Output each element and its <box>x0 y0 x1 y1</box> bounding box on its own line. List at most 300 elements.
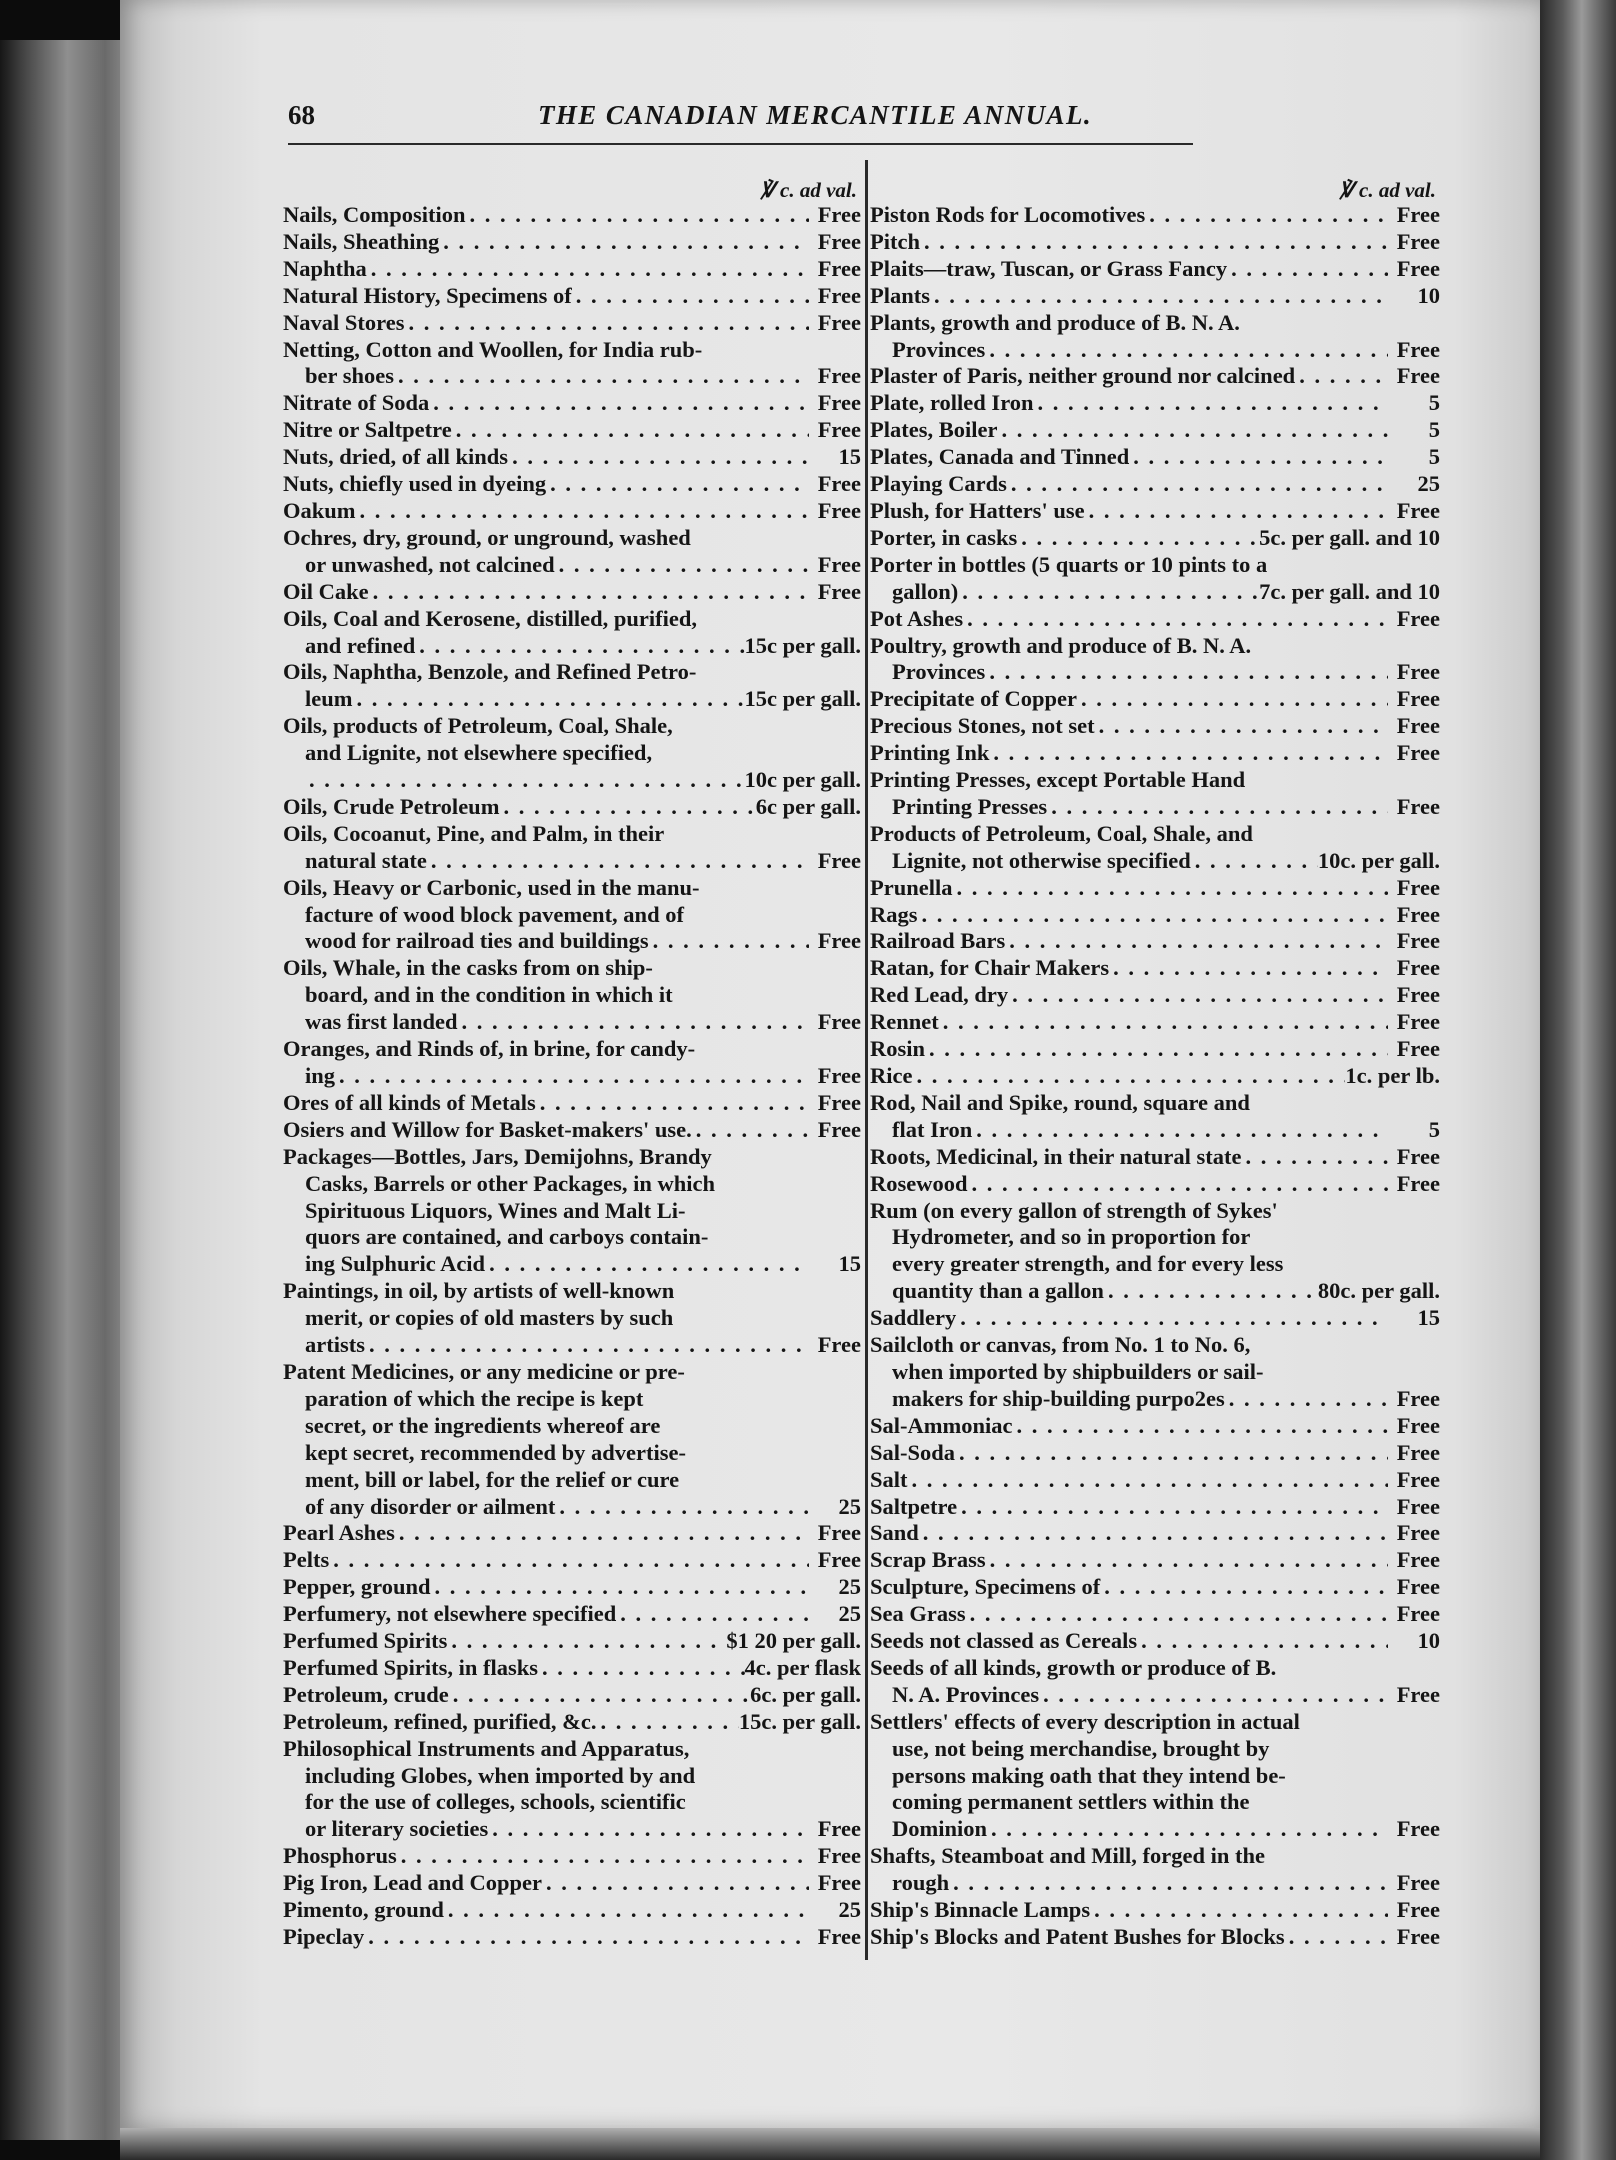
entry-line <box>870 552 1440 579</box>
entry-line <box>283 659 861 686</box>
entry-text: Oils, Cocoanut, Pine, and Palm, in their <box>283 820 665 846</box>
entry-text: Saddlery <box>870 1305 957 1331</box>
dot-leader <box>367 256 809 283</box>
tariff-entry <box>283 202 861 229</box>
entry-line <box>283 902 861 929</box>
entry-text: of any disorder or ailment <box>305 1493 556 1519</box>
entry-text: Products of Petroleum, Coal, Shale, and <box>870 820 1253 846</box>
entry-text: Naval Stores <box>283 309 405 335</box>
tariff-entry <box>870 471 1440 498</box>
entry-line <box>283 1870 861 1897</box>
dot-leader <box>1129 444 1388 471</box>
dot-leader <box>452 417 809 444</box>
entry-line <box>870 337 1440 364</box>
dot-leader <box>439 229 809 256</box>
entry-text: Oil Cake <box>283 578 369 604</box>
entry-text: wood for railroad ties and buildings <box>305 928 649 954</box>
duty-rate: 5 <box>1428 1116 1440 1142</box>
entry-text: Pig Iron, Lead and Copper <box>283 1870 543 1896</box>
entry-line <box>870 606 1440 633</box>
entry-text: Oranges, and Rinds of, in brine, for candy- <box>283 1036 696 1062</box>
entry-line <box>283 1278 861 1305</box>
entry-text: Printing Presses <box>892 793 1048 819</box>
entry-text: Oils, Crude Petroleum <box>283 793 500 819</box>
tariff-entry <box>870 1709 1440 1844</box>
duty-rate: Free <box>817 1089 861 1115</box>
entry-line <box>283 1036 861 1063</box>
duty-rate: Free <box>817 1009 861 1035</box>
tariff-entry <box>870 1467 1440 1494</box>
dot-leader <box>429 390 809 417</box>
dot-leader <box>536 1090 809 1117</box>
duty-rate: 5 <box>1428 417 1440 443</box>
dot-leader <box>555 552 809 579</box>
entry-line <box>870 310 1440 337</box>
column-heading: ℣ c. ad val. <box>1339 178 1436 202</box>
entry-text: Rum (on every gallon of strength of Sykes' <box>870 1197 1278 1223</box>
dot-leader <box>908 1467 1388 1494</box>
entry-text: Provinces <box>892 336 986 362</box>
entry-line <box>283 875 861 902</box>
tariff-entry <box>283 875 861 956</box>
entry-text: Paintings, in oil, by artists of well-known <box>283 1278 675 1304</box>
dot-leader <box>1077 686 1388 713</box>
duty-rate: Free <box>1396 1412 1440 1438</box>
duty-rate: 25 <box>838 1897 861 1923</box>
duty-rate: Free <box>1396 336 1440 362</box>
duty-rate: Free <box>1396 901 1440 927</box>
dot-leader <box>1095 713 1388 740</box>
duty-rate: 15 <box>838 1251 861 1277</box>
entry-text: Ship's Binnacle Lamps <box>870 1897 1091 1923</box>
tariff-entry <box>870 1574 1440 1601</box>
entry-list <box>870 202 1440 1951</box>
duty-rate: 15c per gall. <box>744 686 861 712</box>
entry-text: Sal-Soda <box>870 1439 956 1465</box>
entry-text: Pearl Ashes <box>283 1520 395 1546</box>
entry-text: board, and in the condition in which it <box>305 982 673 1008</box>
entry-line <box>870 1520 1440 1547</box>
tariff-entry <box>283 606 861 660</box>
entry-text: Scrap Brass <box>870 1547 986 1573</box>
duty-rate: 15 <box>838 444 861 470</box>
duty-rate: 25 <box>838 1601 861 1627</box>
entry-line <box>870 659 1440 686</box>
entry-line <box>283 283 861 310</box>
duty-rate: Free <box>1396 1924 1440 1949</box>
entry-line <box>283 1413 861 1440</box>
entry-line <box>870 1144 1440 1171</box>
tariff-entry <box>870 310 1440 364</box>
dot-leader <box>953 875 1389 902</box>
dot-leader <box>989 740 1388 767</box>
dot-leader <box>925 1036 1388 1063</box>
tariff-entry <box>283 1359 861 1520</box>
duty-rate: Free <box>1396 686 1440 712</box>
duty-rate: Free <box>1396 1816 1440 1842</box>
entry-text: leum <box>305 686 353 712</box>
duty-rate: Free <box>817 282 861 308</box>
tariff-entry <box>283 1924 861 1951</box>
tariff-entry <box>283 713 861 794</box>
entry-line <box>870 1870 1440 1897</box>
entry-line <box>870 1574 1440 1601</box>
duty-rate: 5 <box>1428 390 1440 416</box>
dot-leader <box>449 1682 750 1709</box>
entry-line <box>870 1736 1440 1763</box>
entry-line <box>870 633 1440 660</box>
entry-line <box>283 337 861 364</box>
tariff-entry <box>870 955 1440 982</box>
dot-leader <box>395 1520 809 1547</box>
dot-leader <box>572 283 809 310</box>
entry-line <box>870 1709 1440 1736</box>
entry-text: Sculpture, Specimens of <box>870 1574 1101 1600</box>
tariff-entry <box>283 1870 861 1897</box>
tariff-entry <box>283 794 861 821</box>
entry-line <box>870 390 1440 417</box>
entry-text: Plush, for Hatters' use <box>870 497 1085 523</box>
duty-rate: Free <box>1396 1439 1440 1465</box>
entry-text: use, not being merchandise, brought by <box>892 1735 1270 1761</box>
duty-rate: Free <box>1396 1170 1440 1196</box>
duty-rate: 25 <box>838 1574 861 1600</box>
dot-leader <box>466 202 809 229</box>
tariff-entry <box>870 1171 1440 1198</box>
entry-text: coming permanent settlers within the <box>892 1789 1250 1815</box>
entry-line <box>870 1305 1440 1332</box>
dot-leader <box>404 310 809 337</box>
dot-leader <box>431 1574 809 1601</box>
entry-text: persons making oath that they intend be- <box>892 1762 1286 1788</box>
entry-text: Rice <box>870 1063 913 1088</box>
entry-text: Osiers and Willow for Basket-makers' use. <box>283 1116 692 1142</box>
duty-rate: Free <box>817 497 861 523</box>
entry-text: Phosphorus <box>283 1843 397 1869</box>
entry-text: Plants <box>870 282 931 308</box>
dot-leader <box>1191 848 1318 875</box>
entry-text: when imported by shipbuilders or sail- <box>892 1358 1264 1384</box>
entry-line <box>283 1709 861 1736</box>
dot-leader <box>365 1332 809 1359</box>
tariff-entry <box>283 1278 861 1359</box>
tariff-entry <box>870 767 1440 821</box>
duty-rate: Free <box>817 1332 861 1358</box>
tariff-entry <box>870 390 1440 417</box>
tariff-entry <box>283 337 861 391</box>
tariff-entry <box>870 1843 1440 1897</box>
duty-rate: Free <box>1396 713 1440 739</box>
entry-line <box>870 579 1440 606</box>
tariff-entry <box>870 902 1440 929</box>
tariff-entry <box>870 1413 1440 1440</box>
entry-text: Pitch <box>870 228 920 254</box>
duty-rate: Free <box>817 578 861 604</box>
tariff-entry <box>870 498 1440 525</box>
page-number: 68 <box>288 100 315 130</box>
entry-text: Perfumed Spirits <box>283 1628 448 1654</box>
entry-line <box>870 1440 1440 1467</box>
tariff-entry <box>870 1144 1440 1171</box>
duty-rate: Free <box>817 847 861 873</box>
entry-text: Ship's Blocks and Patent Bushes for Blocks <box>870 1924 1285 1949</box>
entry-line <box>283 1090 861 1117</box>
tariff-entry <box>870 525 1440 552</box>
entry-text: Plaster of Paris, neither ground nor calcined <box>870 363 1296 389</box>
duty-rate: Free <box>1396 497 1440 523</box>
duty-rate: Free <box>1396 874 1440 900</box>
entry-text: Netting, Cotton and Woollen, for India rub- <box>283 336 703 362</box>
dot-leader <box>538 1655 745 1682</box>
dot-leader <box>458 1009 809 1036</box>
tariff-entry <box>870 1090 1440 1144</box>
entry-text: Salt <box>870 1466 908 1492</box>
entry-text: Rod, Nail and Spike, round, square and <box>870 1089 1250 1115</box>
entry-text: Provinces <box>892 659 986 685</box>
entry-line <box>283 1467 861 1494</box>
duty-rate: Free <box>817 390 861 416</box>
tariff-entry <box>283 1090 861 1117</box>
dot-leader <box>542 1870 809 1897</box>
entry-text: Ores of all kinds of Metals <box>283 1089 536 1115</box>
duty-rate: Free <box>817 1116 861 1142</box>
entry-line <box>870 1386 1440 1413</box>
entry-line <box>870 875 1440 902</box>
entry-line <box>283 740 861 767</box>
entry-text: facture of wood block pavement, and of <box>305 901 684 927</box>
entry-line <box>283 1897 861 1924</box>
dot-leader <box>394 363 809 390</box>
entry-line <box>870 1628 1440 1655</box>
tariff-entry <box>870 1547 1440 1574</box>
entry-line <box>870 1090 1440 1117</box>
entry-text: was first landed <box>305 1009 458 1035</box>
entry-line <box>870 1816 1440 1843</box>
entry-line <box>283 1655 861 1682</box>
entry-text: Roots, Medicinal, in their natural state <box>870 1143 1242 1169</box>
tariff-entry <box>870 1036 1440 1063</box>
entry-text: Casks, Barrels or other Packages, in which <box>305 1170 716 1196</box>
duty-rate: Free <box>1396 1601 1440 1627</box>
entry-line <box>283 767 861 794</box>
tariff-entry <box>283 471 861 498</box>
entry-text: Hydrometer, and so in proportion for <box>892 1224 1251 1250</box>
duty-rate: Free <box>1396 1009 1440 1035</box>
page-header <box>288 100 1193 142</box>
entry-line <box>283 848 861 875</box>
dot-leader <box>305 767 745 794</box>
entry-text: Plaits—traw, Tuscan, or Grass Fancy <box>870 255 1228 281</box>
dot-leader <box>692 1117 809 1144</box>
tariff-entry <box>870 202 1440 229</box>
entry-text: Packages—Bottles, Jars, Demijohns, Brandy <box>283 1143 712 1169</box>
entry-line <box>283 1144 861 1171</box>
duty-rate: Free <box>1396 1493 1440 1519</box>
duty-rate: Free <box>817 255 861 281</box>
entry-line <box>283 1359 861 1386</box>
duty-rate: Free <box>817 1843 861 1869</box>
entry-text: Ratan, for Chair Makers <box>870 955 1110 981</box>
entry-line <box>283 955 861 982</box>
duty-rate: 10c. per gall. <box>1317 847 1440 873</box>
entry-line <box>283 1628 861 1655</box>
entry-text: Poultry, growth and produce of B. N. A. <box>870 632 1252 658</box>
entry-text: Seeds of all kinds, growth or produce of B. <box>870 1654 1277 1680</box>
entry-line <box>283 686 861 713</box>
entry-text: or unwashed, not calcined <box>305 551 555 577</box>
tariff-entry <box>283 444 861 471</box>
entry-text: Nails, Sheathing <box>283 228 440 254</box>
entry-text: Nuts, dried, of all kinds <box>283 444 509 470</box>
entry-line <box>870 444 1440 471</box>
entry-text: Rags <box>870 901 918 927</box>
tariff-entry <box>283 417 861 444</box>
tariff-column-left <box>283 178 861 1951</box>
duty-rate: 1c. per lb. <box>1345 1063 1440 1088</box>
tariff-entry <box>283 229 861 256</box>
tariff-entry <box>283 821 861 875</box>
dot-leader <box>986 1547 1388 1574</box>
entry-line <box>283 1816 861 1843</box>
entry-line <box>870 471 1440 498</box>
entry-text: gallon) <box>892 578 959 604</box>
tariff-entry <box>870 1305 1440 1332</box>
dot-leader <box>616 1601 809 1628</box>
entry-line <box>870 821 1440 848</box>
entry-line <box>283 928 861 955</box>
entry-text: kept secret, recommended by advertise- <box>305 1439 686 1465</box>
entry-text: Plates, Canada and Tinned <box>870 444 1130 470</box>
entry-line <box>870 229 1440 256</box>
entry-line <box>870 1171 1440 1198</box>
entry-text: quantity than a gallon <box>892 1278 1104 1304</box>
right-page-edge <box>1540 0 1616 2160</box>
duty-rate: 15 <box>1417 1305 1440 1331</box>
bottom-page-edge <box>120 2128 1540 2160</box>
entry-line <box>870 1467 1440 1494</box>
entry-line <box>870 1924 1440 1951</box>
entry-line <box>283 794 861 821</box>
tariff-entry <box>870 875 1440 902</box>
tariff-entry <box>283 1843 861 1870</box>
entry-line <box>870 1251 1440 1278</box>
tariff-entry <box>870 1520 1440 1547</box>
entry-line <box>283 390 861 417</box>
entry-text: Oils, Heavy or Carbonic, used in the manu- <box>283 874 700 900</box>
duty-rate: Free <box>1396 982 1440 1008</box>
duty-rate: $1 20 per gall. <box>726 1628 861 1654</box>
entry-text: Petroleum, crude <box>283 1681 449 1707</box>
dot-leader <box>1039 1682 1388 1709</box>
tariff-entry <box>870 633 1440 687</box>
entry-line <box>283 821 861 848</box>
running-title: THE CANADIAN MERCANTILE ANNUAL. <box>538 100 1092 130</box>
duty-rate: Free <box>817 1816 861 1842</box>
dot-leader <box>955 1440 1388 1467</box>
dot-leader <box>972 1117 1388 1144</box>
duty-rate: 6c per gall. <box>755 793 861 819</box>
duty-rate: Free <box>1396 363 1440 389</box>
entry-line <box>283 1547 861 1574</box>
entry-text: Spirituous Liquors, Wines and Malt Li- <box>305 1197 686 1223</box>
column-heading: ℣ c. ad val. <box>760 178 857 202</box>
tariff-entry <box>283 1520 861 1547</box>
entry-text: Nitrate of Soda <box>283 390 430 416</box>
entry-text: Petroleum, refined, purified, &c. <box>283 1708 597 1734</box>
tariff-entry <box>870 1628 1440 1655</box>
entry-line <box>283 256 861 283</box>
dot-leader <box>930 283 1388 310</box>
entry-line <box>870 1198 1440 1225</box>
entry-text: artists <box>305 1332 365 1358</box>
entry-text: Perfumed Spirits, in flasks <box>283 1654 539 1680</box>
tariff-entry <box>870 1063 1440 1090</box>
dot-leader <box>1295 363 1388 390</box>
entry-line <box>870 1278 1440 1305</box>
entry-line <box>283 363 861 390</box>
entry-line <box>283 579 861 606</box>
dot-leader <box>397 1843 809 1870</box>
duty-rate: 5c. per gall. and 10 <box>1259 524 1440 550</box>
dot-leader <box>353 686 745 713</box>
dot-leader <box>1008 982 1388 1009</box>
entry-line <box>870 1601 1440 1628</box>
dot-leader <box>1005 928 1388 955</box>
entry-line <box>283 1440 861 1467</box>
tariff-column-right <box>870 178 1440 1951</box>
entry-text: Sand <box>870 1520 919 1546</box>
entry-line <box>283 1789 861 1816</box>
tariff-entry <box>870 444 1440 471</box>
entry-line <box>283 1763 861 1790</box>
duty-rate: Free <box>1396 1547 1440 1573</box>
entry-line <box>870 1117 1440 1144</box>
duty-rate: 6c. per gall. <box>750 1681 861 1707</box>
dot-leader <box>649 928 809 955</box>
dot-leader <box>997 417 1388 444</box>
dot-leader <box>444 1897 809 1924</box>
entry-text: Prunella <box>870 874 953 900</box>
entry-line <box>283 552 861 579</box>
tariff-entry <box>870 1440 1440 1467</box>
dot-leader <box>1100 1574 1388 1601</box>
tariff-entry <box>870 606 1440 633</box>
entry-line <box>283 498 861 525</box>
duty-rate: 10c per gall. <box>744 767 861 793</box>
tariff-entry <box>283 1682 861 1709</box>
tariff-entry <box>870 1924 1440 1951</box>
entry-line <box>870 982 1440 1009</box>
duty-rate: Free <box>817 417 861 443</box>
dot-leader <box>912 1063 1345 1090</box>
duty-rate: Free <box>817 928 861 954</box>
duty-rate: Free <box>1396 928 1440 954</box>
entry-text: and refined <box>305 632 416 658</box>
dot-leader <box>957 1494 1388 1521</box>
dot-leader <box>546 471 809 498</box>
dot-leader <box>966 1601 1388 1628</box>
entry-text: flat Iron <box>892 1116 973 1142</box>
dot-leader <box>508 444 809 471</box>
entry-text: Rennet <box>870 1009 939 1035</box>
entry-text: Nuts, chiefly used in dyeing <box>283 471 547 497</box>
entry-text: makers for ship-building purpo2es <box>892 1385 1225 1411</box>
dot-leader <box>968 1171 1388 1198</box>
dot-leader <box>1085 498 1388 525</box>
entry-line <box>870 1036 1440 1063</box>
entry-text: paration of which the recipe is kept <box>305 1385 644 1411</box>
dot-leader <box>1145 202 1388 229</box>
